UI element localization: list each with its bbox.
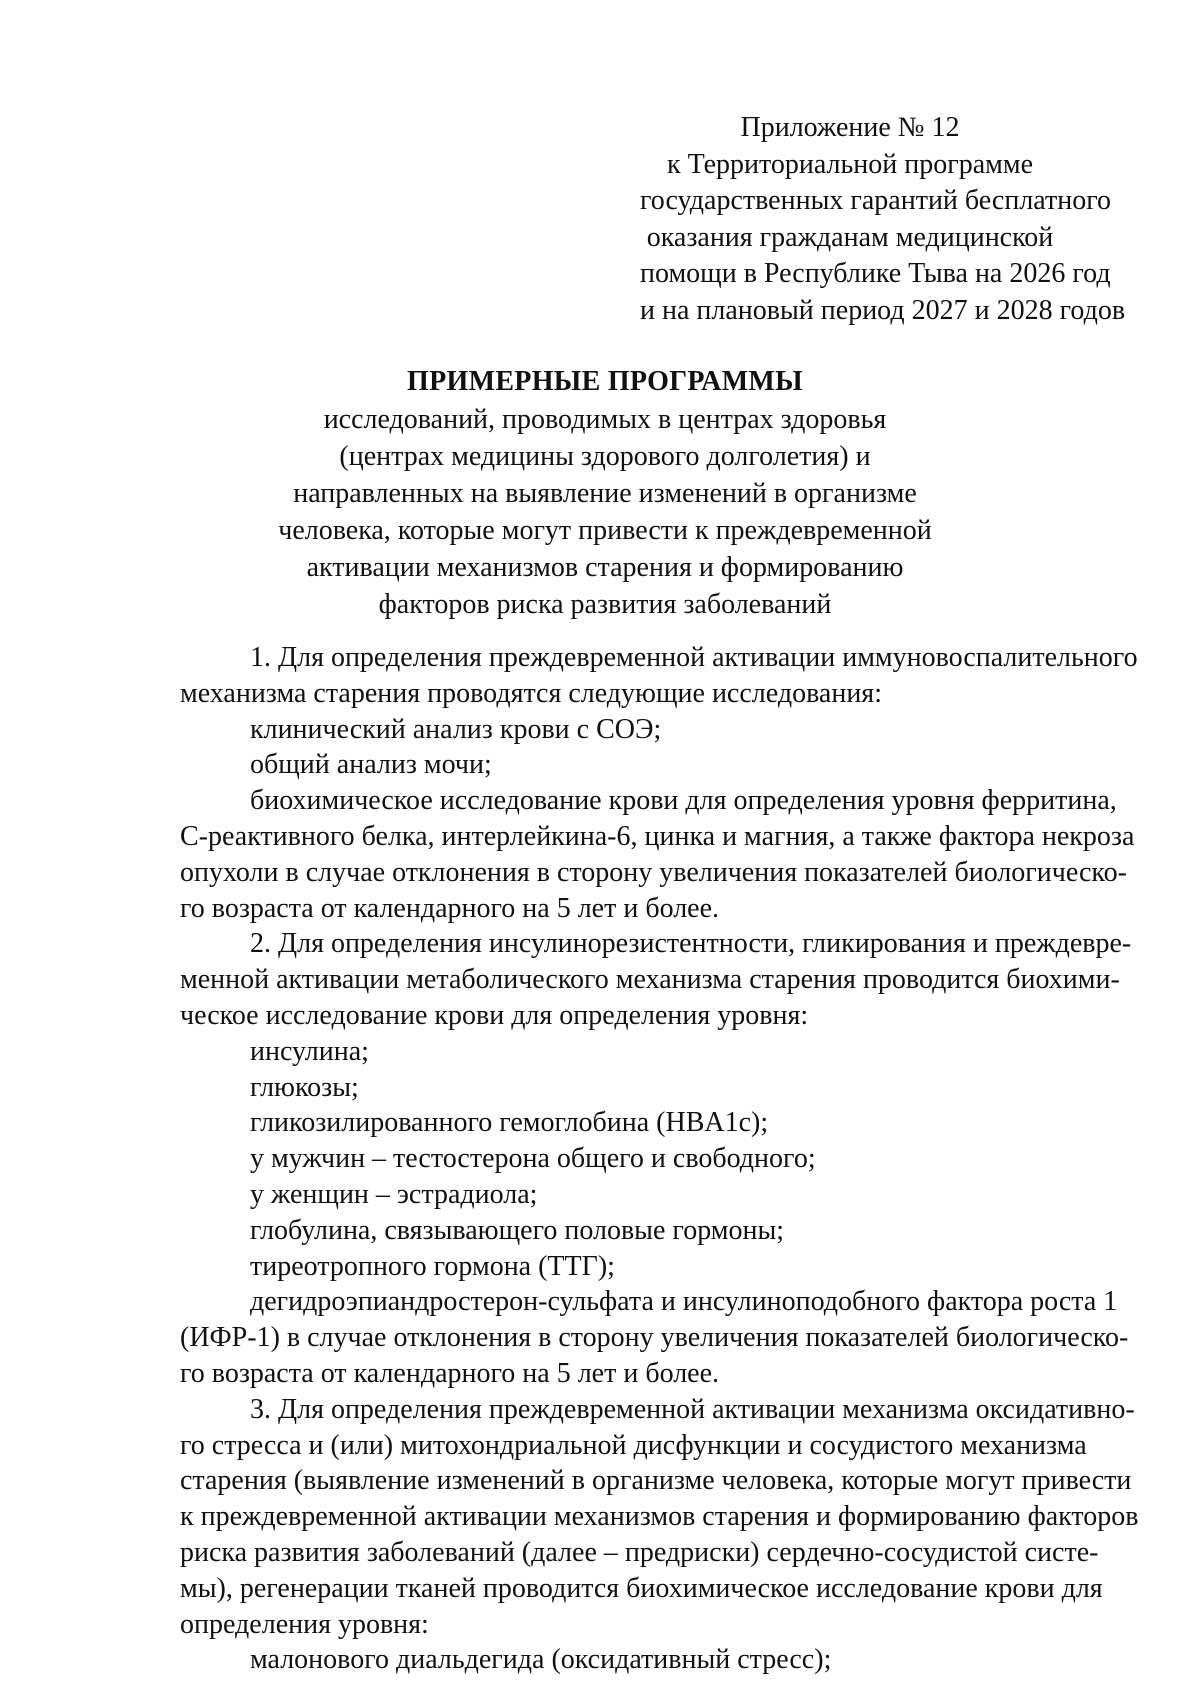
list-item: инсулина;	[250, 1035, 369, 1067]
document-title	[260, 363, 950, 623]
appendix-header	[640, 110, 1126, 329]
body-line: ческое исследование крови для определения уровня:	[180, 999, 809, 1031]
body-line: определения уровня:	[180, 1608, 429, 1640]
appendix-line: государственных гарантий бесплатного	[640, 185, 1112, 216]
title-line: активации механизмов старения и формированию	[306, 552, 904, 583]
body-line: мы), регенерации тканей проводится биохимическое исследование крови для	[180, 1572, 1103, 1604]
title-line: человека, которые могут привести к преждевременной	[278, 515, 932, 546]
appendix-line: к Территориальной программе	[666, 148, 1034, 180]
body-line: го стресса и (или) митохондриальной дисфункции и сосудистого механизма	[180, 1429, 1087, 1461]
appendix-line: Приложение № 12	[740, 112, 960, 143]
body-line: опухоли в случае отклонения в сторону увеличения показателей биологическо-	[180, 856, 1127, 888]
body-line: биохимическое исследование крови для определения уровня ферритина,	[250, 785, 1117, 817]
appendix-line: и на плановый период 2027 и 2028 годов	[640, 294, 1126, 326]
title-line: факторов риска развития заболеваний	[378, 589, 832, 620]
title-line: исследований, проводимых в центрах здоровья	[323, 404, 887, 435]
title-line: (центрах медицины здорового долголетия) и	[339, 441, 871, 472]
list-item: клинический анализ крови с СОЭ;	[250, 713, 662, 745]
title-line: направленных на выявление изменений в организме	[293, 478, 917, 509]
body-line: го возраста от календарного на 5 лет и более.	[180, 1357, 720, 1389]
body-line: механизма старения проводятся следующие исследования:	[180, 677, 882, 709]
title-main: ПРИМЕРНЫЕ ПРОГРАММЫ	[407, 366, 803, 397]
body-line: (ИФР-1) в случае отклонения в сторону увеличения показателей биологическо-	[180, 1322, 1129, 1354]
document-body	[180, 640, 1139, 1678]
body-line: к преждевременной активации механизмов старения и формированию факторов	[180, 1501, 1139, 1533]
section-2-heading: 2. Для определения инсулинорезистентности, гликирования и преждевре-	[250, 928, 1132, 960]
body-line: риска развития заболеваний (далее – предриски) сердечно-сосудистой систе-	[180, 1536, 1099, 1568]
list-item: глюкозы;	[250, 1071, 359, 1103]
list-item: гликозилированного гемоглобина (HBA1c);	[250, 1107, 769, 1139]
list-item: у женщин – эстрадиола;	[250, 1178, 538, 1210]
list-item: тиреотропного гормона (ТТГ);	[250, 1250, 615, 1282]
body-line: старения (выявление изменений в организме человека, которые могут привести	[180, 1465, 1132, 1497]
list-item: малонового диальдегида (оксидативный стресс);	[250, 1644, 832, 1676]
list-item: у мужчин – тестостерона общего и свободного;	[250, 1143, 816, 1175]
body-line: менной активации метаболического механизма старения проводится биохими-	[180, 964, 1120, 996]
appendix-line: помощи в Республике Тыва на 2026 год	[640, 258, 1111, 289]
section-3-heading: 3. Для определения преждевременной активации механизма оксидативно-	[250, 1393, 1135, 1425]
section-1-heading: 1. Для определения преждевременной активации иммуновоспалительного	[250, 642, 1138, 673]
appendix-line: оказания гражданам медицинской	[646, 221, 1054, 253]
list-item: общий анализ мочи;	[250, 749, 492, 781]
list-item: дегидроэпиандростерон-сульфата и инсулиноподобного фактора роста 1	[250, 1286, 1118, 1318]
body-line: го возраста от календарного на 5 лет и более.	[180, 892, 720, 924]
list-item: глобулина, связывающего половые гормоны;	[250, 1214, 785, 1246]
body-line: С-реактивного белка, интерлейкина-6, цинка и магния, а также фактора некроза	[180, 820, 1135, 852]
